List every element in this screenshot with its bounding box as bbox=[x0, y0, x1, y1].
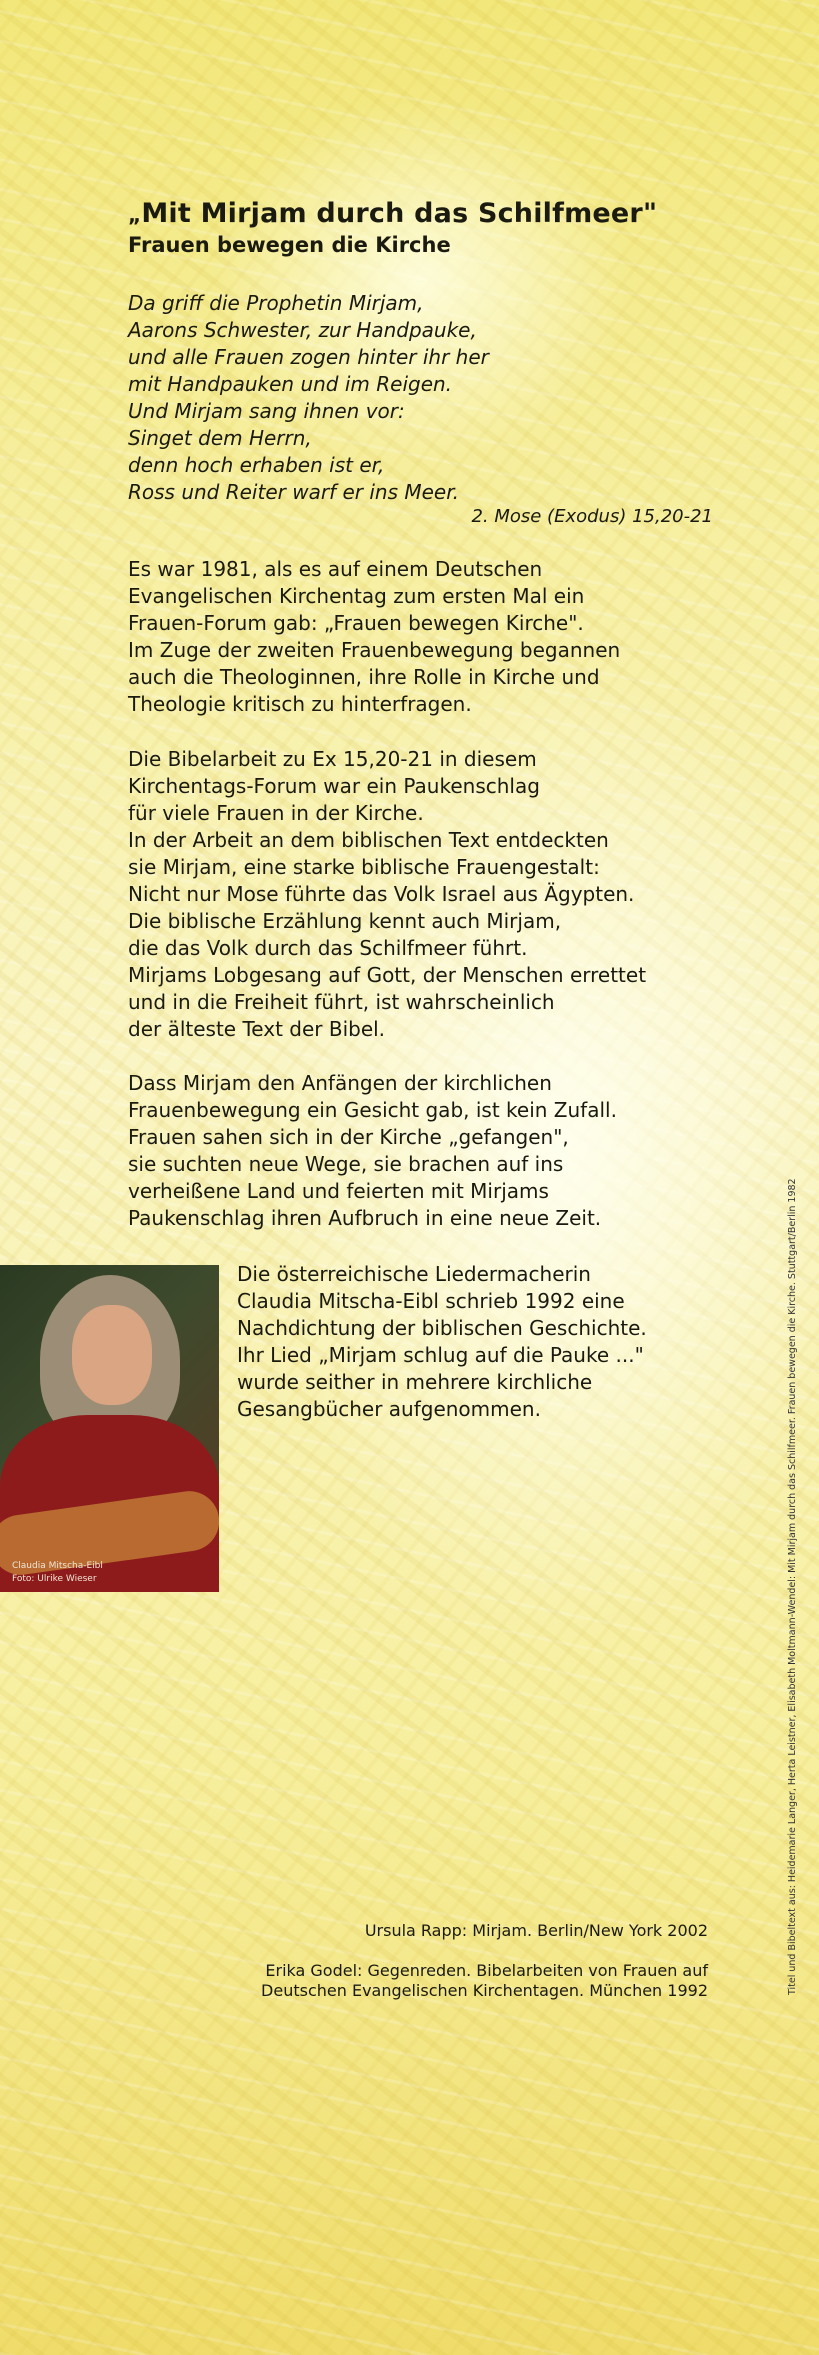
text-line: Frauen sahen sich in der Kirche „gefangen", bbox=[128, 1125, 569, 1149]
reference-line: Erika Godel: Gegenreden. Bibelarbeiten von Frauen auf bbox=[265, 1961, 708, 1980]
header bbox=[128, 198, 728, 257]
text-line: wurde seither in mehrere kirchliche bbox=[237, 1370, 593, 1394]
text-line: Claudia Mitscha-Eibl schrieb 1992 eine bbox=[237, 1289, 625, 1313]
poem-line: mit Handpauken und im Reigen. bbox=[128, 372, 453, 396]
photo-caption-credit: Foto: Ulrike Wieser bbox=[12, 1574, 97, 1584]
page-title bbox=[128, 198, 728, 229]
poem-line: Und Mirjam sang ihnen vor: bbox=[128, 399, 405, 423]
poem-line: denn hoch erhaben ist er, bbox=[128, 453, 385, 477]
text-line: Die österreichische Liedermacherin bbox=[237, 1262, 591, 1286]
text-line: sie Mirjam, eine starke biblische Frauengestalt: bbox=[128, 855, 600, 879]
poem-line: und alle Frauen zogen hinter ihr her bbox=[128, 345, 489, 369]
reference-2 bbox=[250, 1961, 708, 2001]
poem-line: Aarons Schwester, zur Handpauke, bbox=[128, 318, 477, 342]
text-line: Nicht nur Mose führte das Volk Israel aus Ägypten. bbox=[128, 882, 635, 906]
text-line: Mirjams Lobgesang auf Gott, der Menschen errettet bbox=[128, 963, 647, 987]
text-line: Kirchentags-Forum war ein Paukenschlag bbox=[128, 774, 540, 798]
text-line: Theologie kritisch zu hinterfragen. bbox=[128, 692, 472, 716]
reference-line: Ursula Rapp: Mirjam. Berlin/New York 2002 bbox=[364, 1921, 708, 1940]
side-paragraph bbox=[237, 1261, 717, 1423]
photo-face bbox=[72, 1305, 152, 1405]
text-line: die das Volk durch das Schilfmeer führt. bbox=[128, 936, 528, 960]
vertical-source-credit: Titel und Bibeltext aus: Heidemarie Langer, Herta Leistner, Elisabeth Moltmann-Wendel: Mit Mirjam durch das Schilfmeer. Frauen bewegen die Kirche. Stuttgart/Berlin 1982 bbox=[787, 1178, 798, 1995]
text-line: Evangelischen Kirchentag zum ersten Mal ein bbox=[128, 584, 585, 608]
paragraph-3 bbox=[128, 1070, 708, 1232]
poem-line: Da griff die Prophetin Mirjam, bbox=[128, 291, 424, 315]
text-line: Es war 1981, als es auf einem Deutschen bbox=[128, 557, 543, 581]
poem-line: Ross und Reiter warf er ins Meer. bbox=[128, 480, 459, 504]
text-line: und in die Freiheit führt, ist wahrscheinlich bbox=[128, 990, 555, 1014]
bible-reference: 2. Mose (Exodus) 15,20-21 bbox=[471, 506, 713, 527]
text-line: Frauenbewegung ein Gesicht gab, ist kein Zufall. bbox=[128, 1098, 617, 1122]
quote-mark: „ bbox=[128, 203, 142, 227]
text-line: Gesangbücher aufgenommen. bbox=[237, 1397, 541, 1421]
text-line: für viele Frauen in der Kirche. bbox=[128, 801, 424, 825]
paragraph-2 bbox=[128, 746, 708, 1043]
text-line: auch die Theologinnen, ihre Rolle in Kirche und bbox=[128, 665, 600, 689]
paragraph-1 bbox=[128, 556, 708, 718]
reference-1 bbox=[250, 1921, 708, 1941]
text-line: verheißene Land und feierten mit Mirjams bbox=[128, 1179, 549, 1203]
text-line: Im Zuge der zweiten Frauenbewegung begannen bbox=[128, 638, 621, 662]
text-line: Dass Mirjam den Anfängen der kirchlichen bbox=[128, 1071, 552, 1095]
text-line: Frauen-Forum gab: „Frauen bewegen Kirche". bbox=[128, 611, 584, 635]
text-line: Die Bibelarbeit zu Ex 15,20-21 in diesem bbox=[128, 747, 537, 771]
bible-poem bbox=[128, 290, 713, 528]
title-text: Mit Mirjam durch das Schilfmeer" bbox=[141, 198, 658, 229]
photo-caption bbox=[12, 1560, 103, 1586]
photo-caption-name: Claudia Mitscha-Eibl bbox=[12, 1561, 103, 1571]
text-line: sie suchten neue Wege, sie brachen auf ins bbox=[128, 1152, 564, 1176]
text-line: Die biblische Erzählung kennt auch Mirjam, bbox=[128, 909, 562, 933]
text-line: Paukenschlag ihren Aufbruch in eine neue Zeit. bbox=[128, 1206, 602, 1230]
text-line: der älteste Text der Bibel. bbox=[128, 1017, 386, 1041]
reference-line: Deutschen Evangelischen Kirchentagen. München 1992 bbox=[261, 1981, 708, 2000]
text-line: In der Arbeit an dem biblischen Text entdeckten bbox=[128, 828, 609, 852]
poem-line: Singet dem Herrn, bbox=[128, 426, 312, 450]
text-line: Ihr Lied „Mirjam schlug auf die Pauke ..." bbox=[237, 1343, 644, 1367]
text-line: Nachdichtung der biblischen Geschichte. bbox=[237, 1316, 647, 1340]
portrait-photo bbox=[0, 1265, 219, 1592]
page-subtitle: Frauen bewegen die Kirche bbox=[128, 233, 451, 257]
